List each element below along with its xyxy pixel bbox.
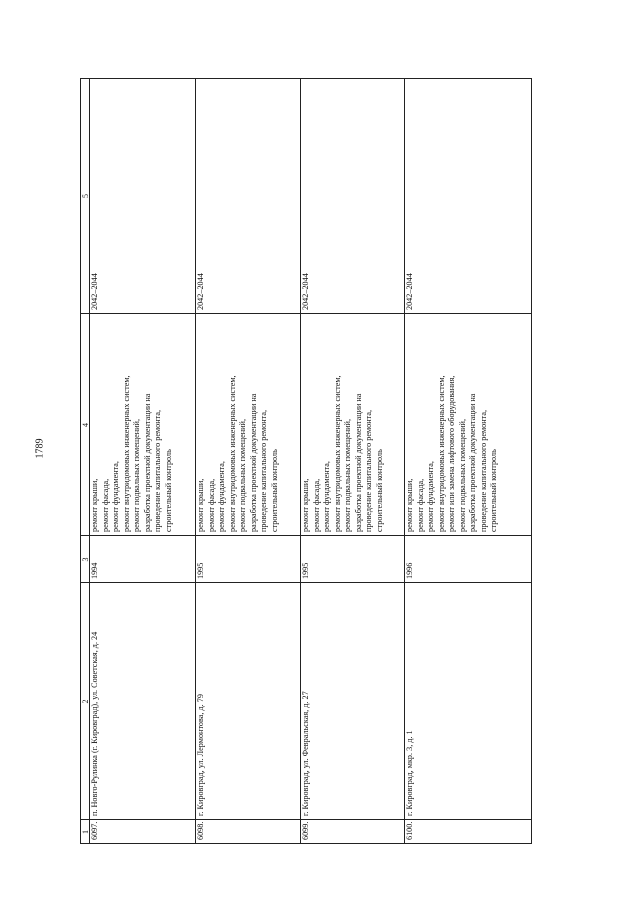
row-address: г. Кировград, ул. Февральская, д. 27	[301, 691, 310, 816]
work-item: разработка проектной документации на	[468, 393, 477, 532]
work-item: ремонт фасада,	[311, 478, 321, 532]
row-period: 2042–2044	[405, 273, 414, 310]
row-period: 2042–2044	[90, 273, 99, 310]
work-item: ремонт подвальных помещений,	[238, 419, 247, 532]
header-col-2: 2	[81, 699, 90, 704]
work-item: ремонт фасада,	[100, 478, 110, 532]
work-item: проведение капитального ремонта,	[478, 409, 488, 532]
row-year: 1996	[405, 562, 414, 579]
row-address: г. Кировград, мкр. 3, д. 1	[405, 730, 414, 816]
table-frame	[80, 78, 532, 844]
work-item: ремонт внутридомовых инженерных систем,	[227, 375, 237, 532]
row-number: 6098.	[196, 821, 205, 840]
work-item: ремонт фасада,	[415, 478, 425, 532]
work-item: строительный контроль	[163, 449, 173, 532]
work-item: ремонт крыши,	[90, 478, 99, 532]
work-item: ремонт фасада,	[206, 478, 216, 532]
header-col-4: 4	[81, 423, 90, 427]
row-period: 2042–2044	[196, 273, 205, 310]
row-works	[300, 314, 386, 536]
work-item: ремонт фундамента,	[217, 461, 226, 532]
header-col-3: 3	[81, 557, 90, 562]
work-item: ремонт внутридомовых инженерных систем,	[332, 375, 342, 532]
row-works	[195, 314, 281, 536]
work-item: ремонт подвальных помещений,	[343, 419, 352, 532]
work-item: ремонт крыши,	[301, 478, 310, 532]
work-item: ремонт подвальных помещений,	[457, 419, 467, 532]
row-year: 1995	[301, 562, 310, 579]
work-item: ремонт фундамента,	[322, 461, 331, 532]
row-year: 1995	[196, 562, 205, 579]
row-number: 6099.	[301, 821, 310, 840]
work-item: ремонт крыши,	[405, 478, 414, 532]
work-item: разработка проектной документации на	[142, 393, 152, 532]
work-item: проведение капитального ремонта,	[153, 409, 162, 532]
work-item: строительный контроль	[269, 449, 279, 532]
row-works	[89, 314, 175, 536]
header-col-1: 1	[81, 830, 90, 834]
repair-schedule-table	[80, 78, 532, 844]
work-item: ремонт или замена лифтового оборудования,	[447, 375, 456, 532]
work-item: ремонт подвальных помещений,	[132, 419, 141, 532]
row-year: 1994	[90, 562, 99, 579]
work-item: проведение капитального ремонта,	[259, 409, 268, 532]
row-number: 6100.	[405, 821, 414, 840]
work-item: ремонт внутридомовых инженерных систем,	[436, 375, 446, 532]
row-address: п. Новго-Рулинка (г. Кировград), ул. Советская, д. 24	[90, 631, 99, 816]
work-item: разработка проектной документации на	[353, 393, 363, 532]
page-number: 1789	[34, 438, 46, 459]
work-item: проведение капитального ремонта,	[364, 409, 373, 532]
work-item: ремонт фундамента,	[111, 461, 120, 532]
work-item: разработка проектной документации на	[248, 393, 258, 532]
work-item: строительный контроль	[489, 449, 498, 532]
row-works	[404, 314, 501, 536]
row-period: 2042–2044	[301, 273, 310, 310]
work-item: ремонт внутридомовых инженерных систем,	[121, 375, 131, 532]
header-col-5: 5	[81, 194, 90, 198]
work-item: ремонт фундамента,	[426, 461, 435, 532]
row-address: г. Кировград, ул. Лермонтова, д. 79	[196, 694, 205, 816]
work-item: строительный контроль	[374, 449, 384, 532]
work-item: ремонт крыши,	[196, 478, 205, 532]
row-number: 6097.	[90, 821, 99, 840]
